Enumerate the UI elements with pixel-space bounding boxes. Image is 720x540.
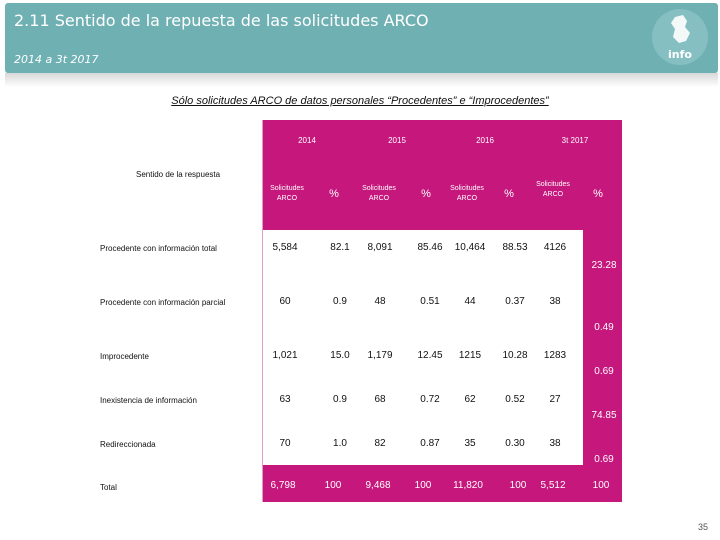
total-cell: 100 <box>414 480 432 491</box>
year-2015: 2015 <box>388 136 406 145</box>
period-label: 2014 a 3t 2017 <box>14 53 99 66</box>
table-cell: 63 <box>279 394 291 405</box>
total-cell: 100 <box>509 480 527 491</box>
year-2016: 2016 <box>476 136 494 145</box>
total-cell: 6,798 <box>270 480 296 491</box>
row-label: Redireccionada <box>100 440 156 449</box>
table-cell: 1215 <box>458 350 482 361</box>
table-cell: 82 <box>374 438 386 449</box>
table-cell: 1283 <box>543 350 567 361</box>
row-label: Improcedente <box>100 352 149 361</box>
table-cell: 35 <box>464 438 476 449</box>
page-number: 35 <box>697 522 708 532</box>
table-subtitle: Sólo solicitudes ARCO de datos personales “Procedentes” e “Improcedentes” <box>171 95 549 107</box>
table-cell: 88.53 <box>502 242 528 253</box>
table-cell: 60 <box>279 296 291 307</box>
col-solicitudes-2014: Solicitudes ARCO <box>270 185 304 202</box>
table-cell: 82.1 <box>330 242 350 253</box>
table-cell: 8,091 <box>367 242 393 253</box>
slide-title: 2.11 Sentido de la repuesta de las solicitudes ARCO <box>14 11 429 30</box>
last-pct-cell: 0.49 <box>594 322 614 333</box>
total-cell: 9,468 <box>365 480 391 491</box>
table-cell: 44 <box>464 296 476 307</box>
table-cell: 1,179 <box>367 350 393 361</box>
table-cell: 62 <box>464 394 476 405</box>
total-cell: 100 <box>324 480 342 491</box>
col-pct-2014: % <box>329 188 339 200</box>
table-cell: 0.37 <box>505 296 525 307</box>
table-cell: 1.0 <box>333 438 347 449</box>
table-cell: 5,584 <box>272 242 298 253</box>
last-pct-cell: 74.85 <box>591 410 617 421</box>
last-pct-cell: 0.69 <box>594 366 614 377</box>
map-logo-icon <box>645 7 715 71</box>
table-cell: 70 <box>279 438 291 449</box>
row-label: Inexistencia de información <box>100 396 197 405</box>
title-banner <box>5 3 718 73</box>
total-cell: 100 <box>592 480 610 491</box>
banner-shadow <box>5 73 718 87</box>
col-pct-2016: % <box>504 188 514 200</box>
year-3t-2017: 3t 2017 <box>561 136 589 145</box>
total-label: Total <box>100 483 117 492</box>
table-cell: 0.30 <box>505 438 525 449</box>
table-cell: 38 <box>549 438 561 449</box>
table-cell: 0.9 <box>333 394 347 405</box>
col-pct-2017: % <box>593 188 603 200</box>
row-label: Procedente con información parcial <box>100 298 226 307</box>
table-cell: 48 <box>374 296 386 307</box>
table-cell: 0.87 <box>420 438 440 449</box>
table-cell: 38 <box>549 296 561 307</box>
logo-text: info <box>668 48 692 61</box>
table-cell: 0.9 <box>333 296 347 307</box>
table-cell: 12.45 <box>417 350 443 361</box>
info-logo <box>645 7 715 71</box>
table-cell: 85.46 <box>417 242 443 253</box>
row-header-label: Sentido de la respuesta <box>136 170 221 179</box>
arco-table <box>100 120 622 502</box>
table-cell: 0.51 <box>420 296 440 307</box>
col-pct-2015: % <box>421 188 431 200</box>
table-cell: 15.0 <box>330 350 350 361</box>
table-cell: 4126 <box>543 242 567 253</box>
table-cell: 10,464 <box>454 242 486 253</box>
year-2014: 2014 <box>298 136 316 145</box>
row-label: Procedente con información total <box>100 244 217 253</box>
table-cell: 0.52 <box>505 394 525 405</box>
last-pct-cell: 0.69 <box>594 454 614 465</box>
table-cell: 10.28 <box>502 350 528 361</box>
table-cell: 0.72 <box>420 394 440 405</box>
table-cell: 68 <box>374 394 386 405</box>
col-solicitudes-2016: Solicitudes ARCO <box>450 185 484 202</box>
col-solicitudes-2015: Solicitudes ARCO <box>362 185 396 202</box>
col-solicitudes-2017: Solicitudes ARCO <box>536 181 570 198</box>
table-cell: 1,021 <box>272 350 298 361</box>
table-cell: 27 <box>549 394 561 405</box>
last-pct-cell: 23.28 <box>591 260 617 271</box>
total-cell: 11,820 <box>453 480 483 491</box>
total-cell: 5,512 <box>540 480 566 491</box>
